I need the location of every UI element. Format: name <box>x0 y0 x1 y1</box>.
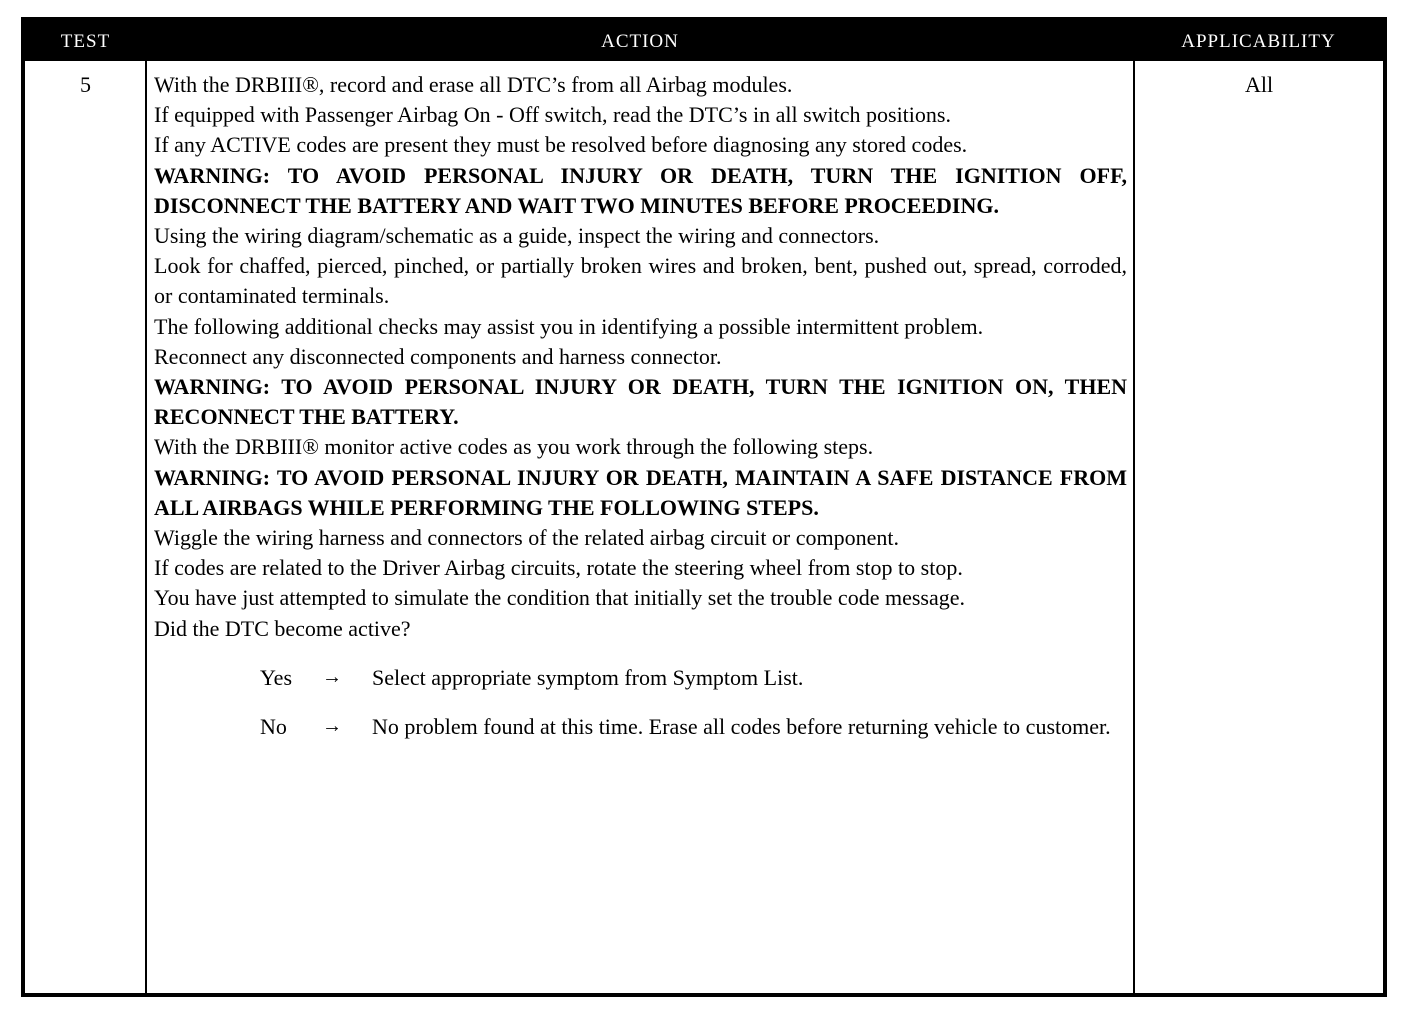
action-step: With the DRBIII®, record and erase all DTC’s from all Airbag modules. <box>154 72 793 97</box>
applicability-value: All <box>1244 72 1274 97</box>
header-applicability: APPLICABILITY <box>1181 31 1336 52</box>
column-divider <box>1133 61 1135 993</box>
action-step: Look for chaffed, pierced, pinched, or partially broken wires and broken, bent, pushed out, spread, corroded, or contaminated terminals. <box>154 253 1127 309</box>
action-step: If equipped with Passenger Airbag On - Off switch, read the DTC’s in all switch positions. <box>154 102 951 128</box>
question-text: Did the DTC become active? <box>154 615 411 641</box>
warning-text: WARNING: TO AVOID PERSONAL INJURY OR DEATH, MAINTAIN A SAFE DISTANCE FROM ALL AIRBAGS WHILE PERFORMING THE FOLLOWING STEPS. <box>154 464 1127 520</box>
response-label: Yes <box>260 664 293 690</box>
action-step: Reconnect any disconnected components and harness connector. <box>154 343 722 369</box>
arrow-right-icon: → <box>322 665 342 688</box>
action-step: The following additional checks may assist you in identifying a possible intermittent problem. <box>154 313 984 339</box>
response-text: No problem found at this time. Erase all codes before returning vehicle to customer. <box>372 714 1111 740</box>
response-no <box>154 712 1127 772</box>
response-label: No <box>260 714 287 740</box>
action-step: Using the wiring diagram/schematic as a guide, inspect the wiring and connectors. <box>154 223 880 249</box>
action-step: If codes are related to the Driver Airbag circuits, rotate the steering wheel from stop to stop. <box>154 555 963 581</box>
table-header-row <box>25 21 1383 61</box>
diagnostic-test-table <box>21 17 1387 997</box>
header-test: TEST <box>60 31 111 52</box>
test-number: 5 <box>80 72 91 97</box>
action-cell <box>154 70 1127 772</box>
action-step: With the DRBIII® monitor active codes as you work through the following steps. <box>154 434 874 460</box>
header-action: ACTION <box>601 31 679 52</box>
response-yes <box>154 663 1127 693</box>
action-step: If any ACTIVE codes are present they must be resolved before diagnosing any stored codes. <box>154 132 968 158</box>
action-step: Wiggle the wiring harness and connectors of the related airbag circuit or component. <box>154 525 900 551</box>
warning-text: WARNING: TO AVOID PERSONAL INJURY OR DEATH, TURN THE IGNITION OFF, DISCONNECT THE BATTERY AND WAIT TWO MINUTES BEFORE PROCEEDING. <box>154 162 1127 218</box>
response-text: Select appropriate symptom from Symptom List. <box>372 664 804 690</box>
arrow-right-icon: → <box>322 715 342 738</box>
action-step: You have just attempted to simulate the condition that initially set the trouble code message. <box>154 585 965 611</box>
column-divider <box>145 61 147 993</box>
warning-text: WARNING: TO AVOID PERSONAL INJURY OR DEATH, TURN THE IGNITION ON, THEN RECONNECT THE BATTERY. <box>154 374 1127 430</box>
